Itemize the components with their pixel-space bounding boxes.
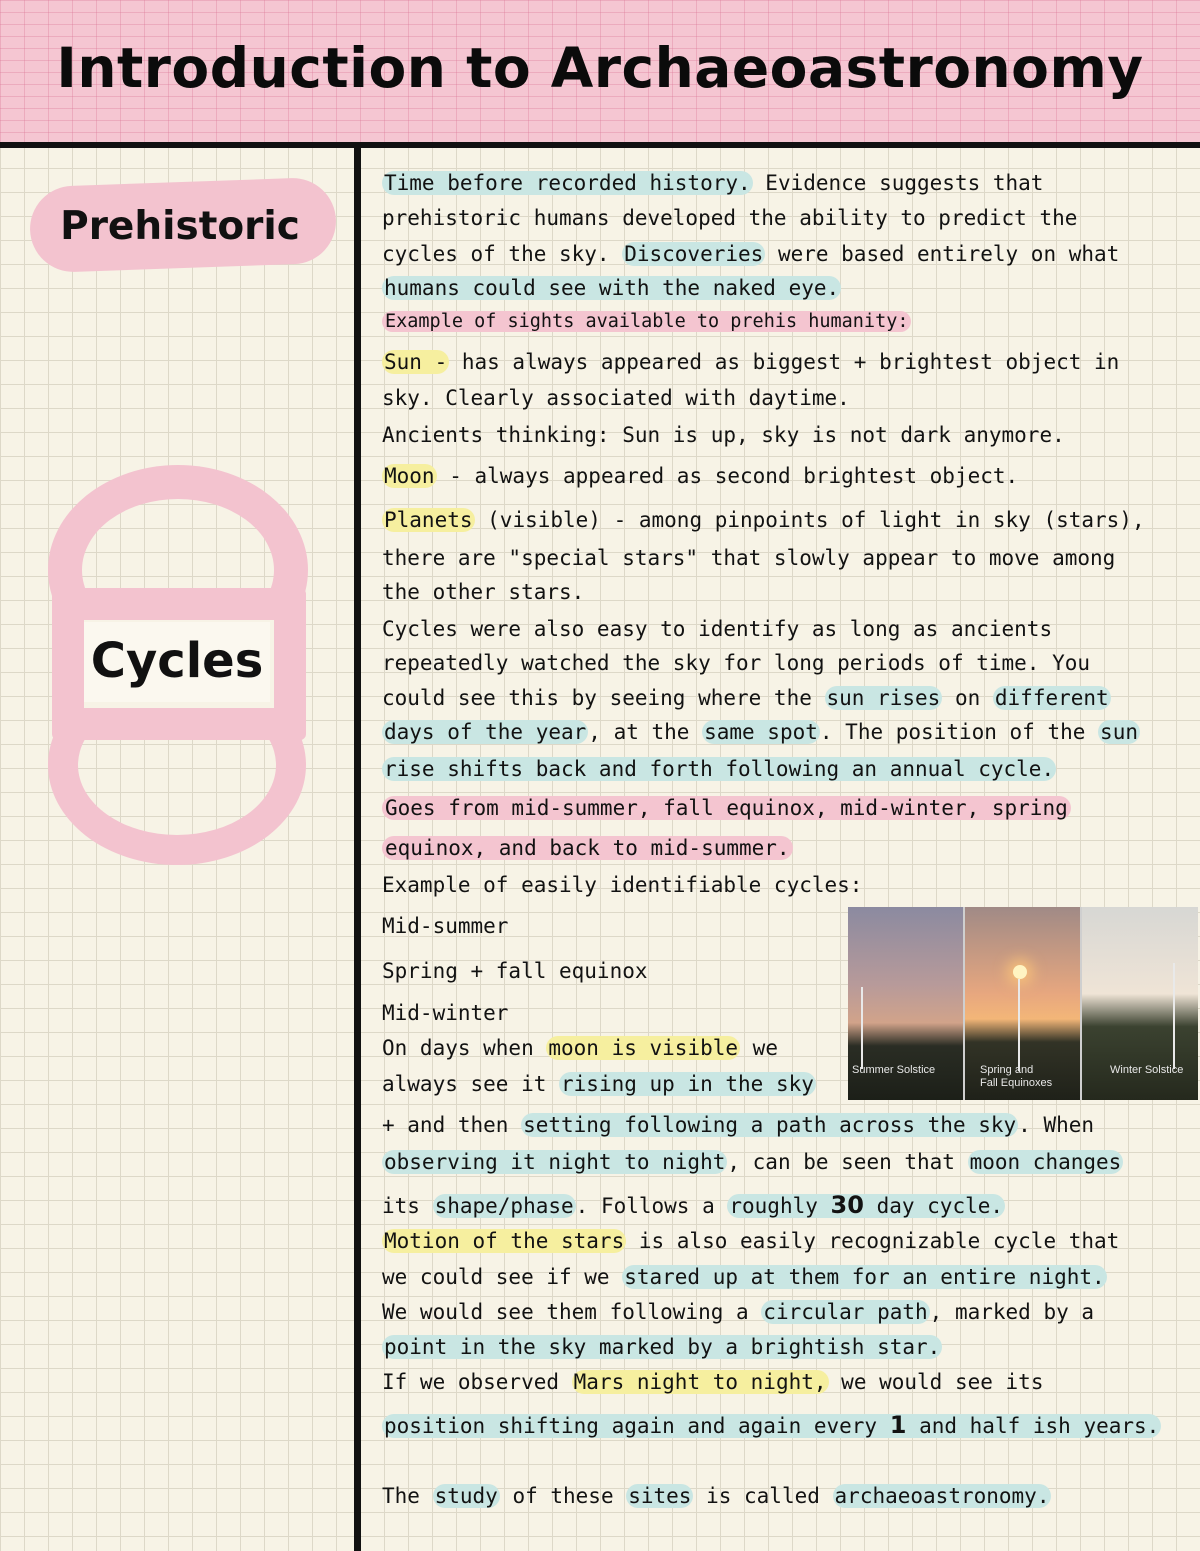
note-text: roughly (729, 1194, 831, 1218)
note-text: its (382, 1194, 433, 1218)
note-highlight: circular path (763, 1300, 928, 1324)
note-text: is also easily recognizable cycle that (626, 1229, 1120, 1253)
sun-icon (1013, 965, 1027, 979)
note-highlight: same spot (704, 720, 818, 744)
note-line (382, 307, 911, 337)
title-banner (0, 0, 1200, 148)
note-line (382, 273, 841, 303)
note-line (382, 239, 1119, 269)
note-text: We would see them following a (382, 1300, 762, 1324)
note-highlight: sites (628, 1484, 692, 1508)
note-highlight: study (434, 1484, 498, 1508)
note-line: sky. Clearly associated with daytime. (382, 386, 850, 410)
note-highlight: Goes from mid-summer, fall equinox, mid-winter, spring (382, 796, 1071, 820)
note-highlight: humans could see with the naked eye. (384, 276, 840, 300)
note-line: Cycles were also easy to identify as long as ancients (382, 617, 1053, 641)
note-text: is called (693, 1484, 833, 1508)
note-line (382, 683, 1111, 713)
note-highlight: Planets (384, 508, 473, 532)
note-text: could see this by seeing where the (382, 686, 825, 710)
page-title: Introduction to Archaeoastronomy (56, 36, 1144, 100)
note-line (382, 168, 1043, 198)
note-line (382, 793, 1071, 823)
note-highlight: Mars night to night, (573, 1370, 827, 1394)
note-line (382, 717, 1140, 747)
note-text: + and then (382, 1113, 522, 1137)
note-line: Spring + fall equinox (382, 959, 648, 983)
note-text: If we observed (382, 1370, 572, 1394)
sunrise-marker (1173, 963, 1175, 1069)
note-text: we (740, 1036, 778, 1060)
note-line (382, 1410, 1161, 1440)
note-highlight: equinox, and back to mid-summer. (382, 836, 793, 860)
note-text: we could see if we (382, 1265, 623, 1289)
note-text: of these (499, 1484, 627, 1508)
note-text: (visible) - among pinpoints of light in sky (stars), (474, 508, 1145, 532)
note-highlight: archaeoastronomy. (834, 1484, 1050, 1508)
cue-prehistoric: Prehistoric (60, 204, 300, 249)
note-text: has always appeared as biggest + brightest object in (449, 350, 1120, 374)
note-text: - always appeared as second brightest object. (436, 464, 1019, 488)
note-number: 1 (889, 1411, 907, 1439)
note-highlight: Motion of the stars (384, 1229, 625, 1253)
label-line: Fall Equinoxes (980, 1077, 1053, 1089)
note-highlight (727, 1191, 1005, 1219)
note-highlight: sun rises (826, 686, 941, 710)
note-highlight: shape/phase (434, 1194, 574, 1218)
cue-cycles: Cycles (84, 622, 270, 702)
note-highlight: point in the sky marked by a brightish star. (384, 1335, 941, 1359)
note-line (382, 1367, 1043, 1397)
note-highlight: Moon (384, 464, 435, 488)
note-highlight: Discoveries (624, 242, 764, 266)
note-text: Evidence suggests that (752, 171, 1044, 195)
note-line: Mid-winter (382, 1001, 509, 1025)
note-number: 30 (830, 1191, 864, 1219)
note-text: on (942, 686, 993, 710)
note-highlight: rising up in the sky (561, 1072, 814, 1096)
note-highlight: Example of sights available to prehis humanity: (382, 311, 911, 332)
label-line: Spring and (980, 1064, 1034, 1076)
note-text: The (382, 1484, 433, 1508)
note-line (382, 833, 793, 863)
note-highlight: stared up at them for an entire night. (624, 1265, 1105, 1289)
note-line (382, 1147, 1123, 1177)
panel-separator (963, 907, 965, 1100)
note-highlight: rise shifts back and forth following an annual cycle. (384, 757, 1055, 781)
note-line (382, 1190, 1005, 1220)
note-text: we would see its (828, 1370, 1044, 1394)
note-line (382, 1069, 816, 1099)
sunrise-marker (1018, 979, 1020, 1071)
label-summer-solstice: Summer Solstice (852, 1064, 936, 1076)
note-line (382, 754, 1056, 784)
label-winter-solstice: Winter Solstice (1110, 1064, 1184, 1076)
note-line (382, 1332, 942, 1362)
note-text: On days when (382, 1036, 547, 1060)
note-highlight: moon changes (969, 1150, 1122, 1174)
note-text: cycles of the sky. (382, 242, 623, 266)
note-highlight: moon is visible (548, 1036, 739, 1060)
note-line: Example of easily identifiable cycles: (382, 873, 863, 897)
note-line: the other stars. (382, 580, 585, 604)
note-line (382, 1481, 1051, 1511)
note-line (382, 347, 1119, 377)
note-highlight: sun (1100, 720, 1138, 744)
note-text: , at the (588, 720, 703, 744)
sunrise-positions-photo (848, 907, 1198, 1100)
note-line (382, 1297, 1094, 1327)
note-highlight: observing it night to night (384, 1150, 726, 1174)
note-text: were based entirely on what (765, 242, 1120, 266)
note-line (382, 505, 1145, 535)
note-text: and half ish years. (906, 1414, 1160, 1438)
note-line (382, 1262, 1107, 1292)
note-line (382, 461, 1018, 491)
note-highlight: Sun - (384, 350, 448, 374)
note-line (382, 1033, 778, 1063)
note-line: Ancients thinking: Sun is up, sky is not dark anymore. (382, 423, 1065, 447)
note-text: . When (1018, 1113, 1095, 1137)
label-equinoxes (980, 1064, 1052, 1090)
note-text: day cycle. (863, 1194, 1004, 1218)
note-text: always see it (382, 1072, 560, 1096)
note-text: . Follows a (575, 1194, 728, 1218)
note-text: , can be seen that (727, 1150, 968, 1174)
note-line: repeatedly watched the sky for long periods of time. You (382, 651, 1091, 675)
panel-separator (1080, 907, 1082, 1100)
column-divider (354, 146, 361, 1551)
note-highlight: different (994, 686, 1109, 710)
note-highlight: setting following a path across the sky (523, 1113, 1017, 1137)
sunrise-marker (861, 987, 863, 1069)
note-line (382, 1226, 1119, 1256)
note-line: Mid-summer (382, 914, 509, 938)
note-line: prehistoric humans developed the ability to predict the (382, 206, 1078, 230)
note-text: . The position of the (819, 720, 1099, 744)
note-text: , marked by a (929, 1300, 1095, 1324)
note-highlight: Time before recorded history. (384, 171, 751, 195)
note-line: there are "special stars" that slowly appear to move among (382, 546, 1116, 570)
note-highlight (382, 1411, 1161, 1439)
note-text: position shifting again and again every (384, 1414, 890, 1438)
note-highlight: days of the year (384, 720, 587, 744)
note-line (382, 1110, 1094, 1140)
